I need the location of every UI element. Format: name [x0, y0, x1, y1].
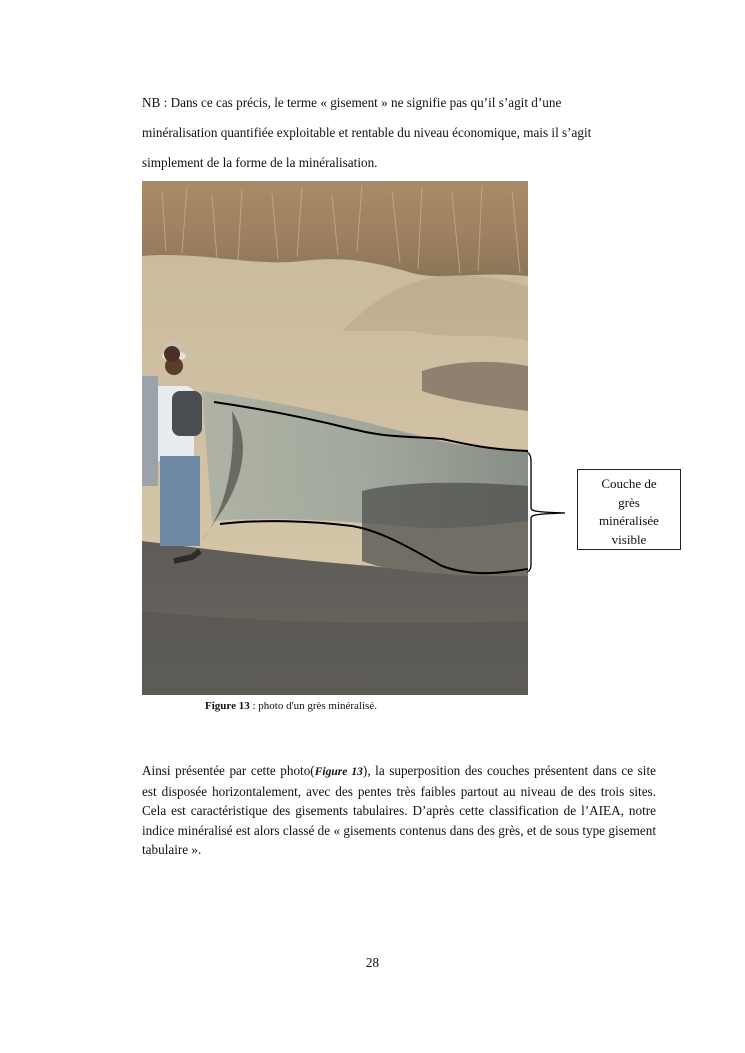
paragraph-after: ), la superposition des couches présentent dans ce site est disposée horizontalement, avec des pentes très faibles partout au niveau de des trois sites. Cela est caractéristique des gisements tabulaires. D’après cette classification de l’AIEA, notre indice minéralisé est alors classé de « gisements contenus dans des grès, et de sous type gisement tabulaire ». [142, 763, 656, 857]
callout-box [577, 469, 681, 550]
sandstone-outcrop-photo [142, 181, 528, 695]
body-paragraph [142, 761, 656, 859]
figure-reference: Figure 13 [314, 766, 363, 778]
callout-line-4: visible [611, 531, 647, 547]
callout-line-2: grès [618, 494, 640, 510]
nb-line-3: simplement de la forme de la minéralisation. [142, 155, 378, 170]
nb-line-1: NB : Dans ce cas précis, le terme « gisement » ne signifie pas qu’il s’agit d’une [142, 95, 562, 110]
page-number: 28 [365, 955, 380, 970]
callout-line-3: minéralisée [599, 513, 659, 528]
nb-note [142, 88, 662, 178]
figure-caption [205, 700, 377, 712]
nb-line-2: minéralisation quantifiée exploitable et rentable du niveau économique, mais il s’agit [142, 125, 592, 140]
paragraph-before: Ainsi présentée par cette photo( [142, 763, 315, 778]
caption-label: Figure 13 [205, 700, 250, 712]
caption-text: : photo d'un grès minéralisé. [249, 700, 377, 712]
callout-line-1: Couche de [601, 476, 657, 491]
